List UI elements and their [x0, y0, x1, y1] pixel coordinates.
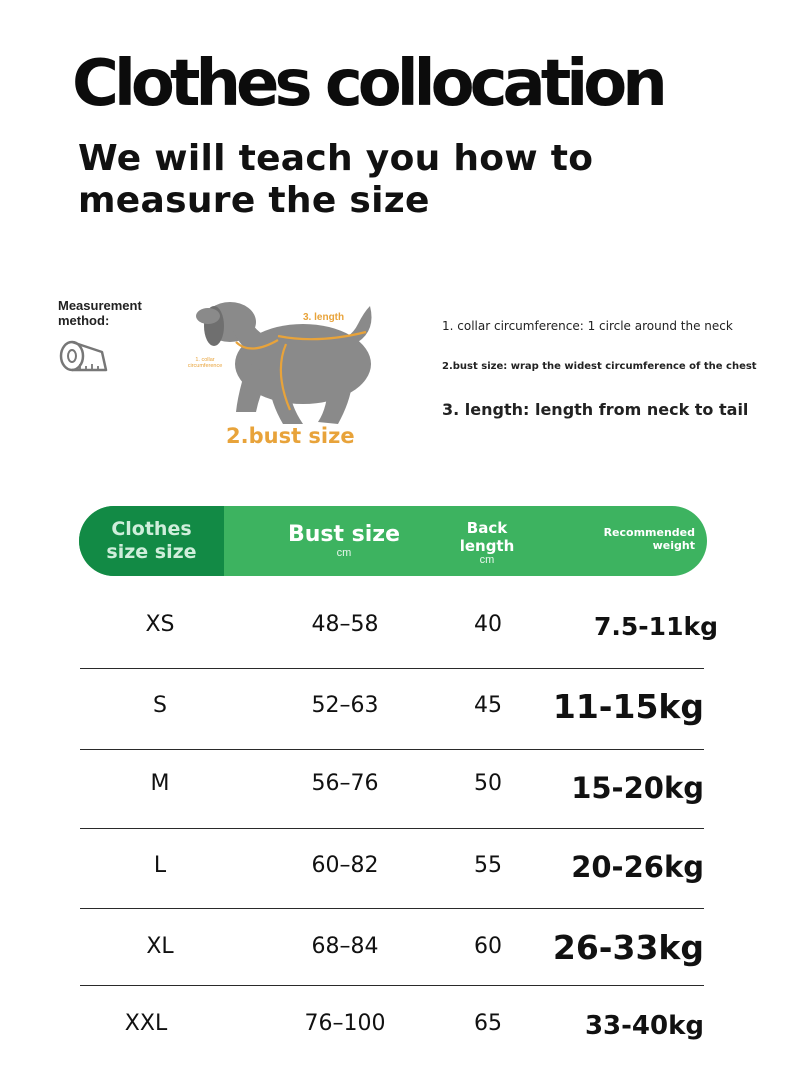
header-bust-size	[269, 522, 419, 558]
cell-back: 50	[474, 771, 502, 796]
header-size-line-2: size size	[106, 541, 197, 563]
instruction-bust: 2.bust size: wrap the widest circumference of the chest	[442, 361, 757, 372]
header-size-line-1: Clothes	[111, 518, 192, 540]
size-table-header	[79, 506, 707, 576]
header-recommended-weight	[585, 526, 695, 552]
header-weight-line-1: Recommended	[603, 526, 695, 539]
diagram-collar-label	[180, 357, 230, 369]
cell-bust: 48–58	[311, 612, 379, 637]
cell-size: XS	[145, 612, 175, 637]
cell-bust: 68–84	[311, 934, 379, 959]
header-back-unit: cm	[479, 554, 495, 566]
diagram-collar-label-line-1: 1. collar	[195, 357, 215, 363]
row-divider	[80, 908, 704, 909]
header-clothes-size	[79, 506, 224, 576]
tape-measure-icon	[58, 338, 110, 376]
cell-weight: 11-15kg	[552, 687, 704, 726]
cell-back: 40	[474, 612, 502, 637]
cell-size: M	[150, 771, 170, 796]
page-subtitle	[78, 138, 718, 222]
diagram-length-label: 3. length	[303, 312, 345, 323]
subtitle-line-2: measure the size	[78, 180, 430, 221]
cell-weight: 15-20kg	[571, 771, 704, 805]
diagram-bust-label: 2.bust size	[226, 424, 355, 448]
cell-size: XL	[146, 934, 174, 959]
diagram-collar-label-line-2: circumference	[187, 363, 223, 369]
page-title: Clothes collocation	[72, 47, 663, 121]
row-divider	[80, 828, 704, 829]
method-label-line-2: method:	[58, 313, 110, 328]
cell-bust: 52–63	[311, 693, 379, 718]
measurement-method-label	[58, 298, 178, 328]
instruction-length: 3. length: length from neck to tail	[442, 400, 749, 419]
cell-size: S	[153, 693, 167, 718]
row-divider	[80, 668, 704, 669]
cell-size: XXL	[124, 1011, 168, 1036]
cell-back: 45	[474, 693, 502, 718]
row-divider	[80, 749, 704, 750]
cell-back: 60	[474, 934, 502, 959]
cell-bust: 60–82	[311, 853, 379, 878]
cell-weight: 26-33kg	[552, 928, 704, 967]
header-back-length	[447, 519, 527, 565]
header-back-line-2: length	[459, 537, 515, 555]
cell-back: 55	[474, 853, 502, 878]
cell-weight: 20-26kg	[571, 850, 704, 884]
cell-size: L	[153, 853, 167, 878]
cell-back: 65	[474, 1011, 502, 1036]
subtitle-line-1: We will teach you how to	[78, 138, 594, 179]
cell-bust: 56–76	[311, 771, 379, 796]
header-bust-unit: cm	[336, 547, 352, 559]
row-divider	[80, 985, 704, 986]
cell-bust: 76–100	[304, 1011, 386, 1036]
cell-weight: 7.5-11kg	[594, 612, 718, 641]
header-weight-line-2: weight	[652, 539, 695, 552]
method-label-line-1: Measurement	[58, 298, 142, 313]
header-bust-label: Bust size	[287, 522, 401, 547]
header-back-line-1: Back	[466, 519, 508, 537]
cell-weight: 33-40kg	[584, 1011, 704, 1041]
instruction-collar: 1. collar circumference: 1 circle around the neck	[442, 319, 733, 333]
